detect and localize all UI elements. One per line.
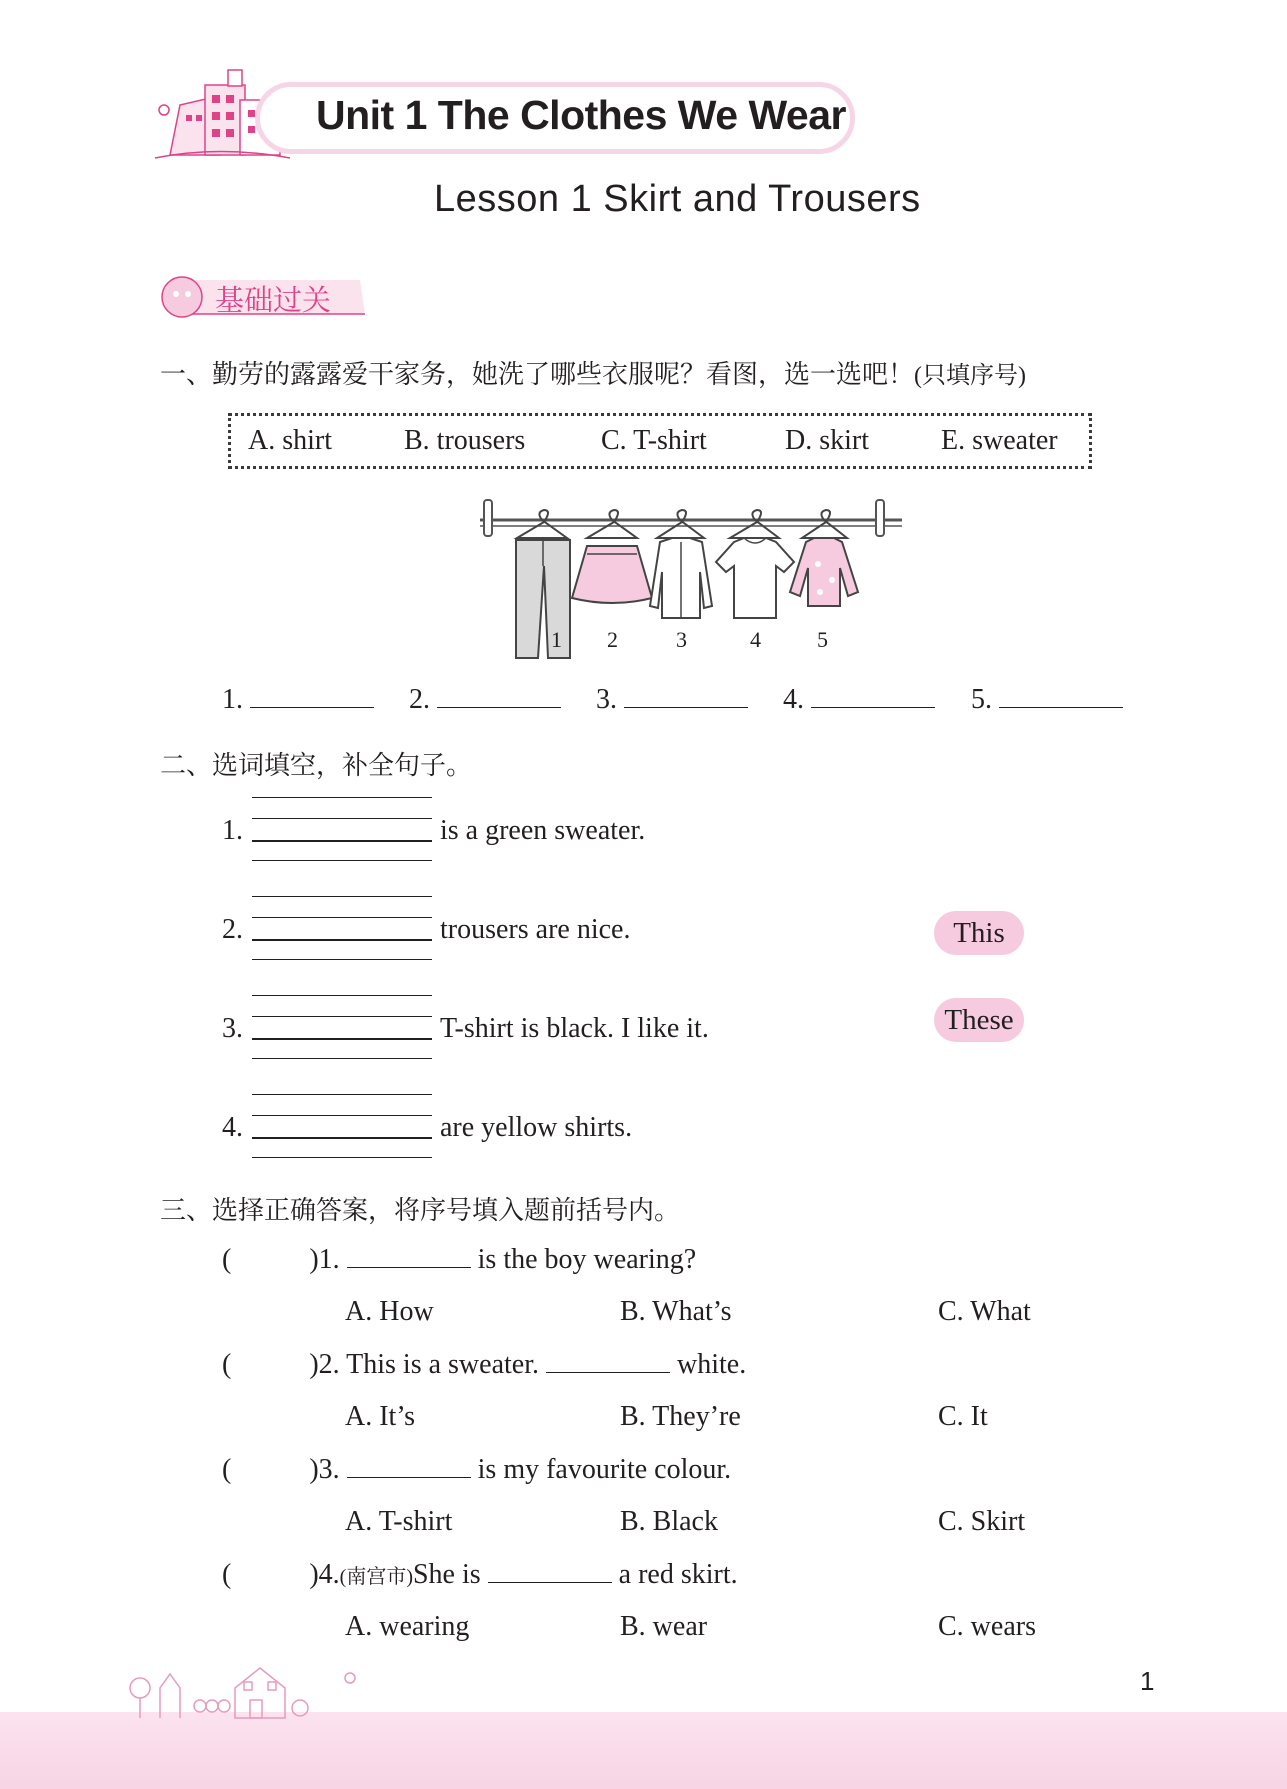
writing-guide	[252, 818, 432, 819]
picture-number-5: 5	[817, 627, 828, 652]
answer-blank[interactable]	[488, 1581, 612, 1583]
answer-blank[interactable]	[347, 1266, 471, 1268]
q3-item-num: )2.	[309, 1349, 340, 1380]
q1-answer-3-label: 3.	[596, 684, 617, 715]
writing-guide[interactable]	[252, 840, 432, 842]
choice-trousers: B. trousers	[404, 425, 526, 456]
picture-number-4: 4	[750, 627, 761, 652]
q1-answer-2[interactable]	[409, 684, 561, 716]
q3-1-option-b: B. What’s	[620, 1296, 732, 1327]
q2-item-num: 1.	[222, 815, 243, 846]
q1-answer-1-label: 1.	[222, 684, 243, 715]
answer-paren-open[interactable]: (	[222, 1244, 232, 1275]
q3-3-option-c: C. Skirt	[938, 1506, 1026, 1537]
writing-guide	[252, 1016, 432, 1017]
writing-guide[interactable]	[252, 1038, 432, 1040]
q3-3-option-b: B. Black	[620, 1506, 718, 1537]
writing-guide	[252, 1094, 432, 1095]
q3-4-option-c: C. wears	[938, 1611, 1036, 1642]
q3-2-option-a: A. It’s	[345, 1401, 415, 1432]
q2-heading: 二、选词填空，补全句子。	[160, 750, 473, 780]
answer-blank[interactable]	[999, 706, 1123, 708]
picture-number-1: 1	[551, 627, 562, 652]
answer-blank[interactable]	[811, 706, 935, 708]
answer-blank[interactable]	[546, 1371, 670, 1373]
writing-guide	[252, 797, 432, 798]
footer-band	[0, 1712, 1287, 1789]
choice-skirt: D. skirt	[785, 425, 869, 456]
q3-1-option-c: C. What	[938, 1296, 1031, 1327]
q3-1-option-a: A. How	[345, 1296, 434, 1327]
q1-heading-text: 一、勤劳的露露爱干家务，她洗了哪些衣服呢？看图，选一选吧！	[160, 359, 915, 389]
answer-paren-open[interactable]: (	[222, 1349, 232, 1380]
answer-blank[interactable]	[437, 706, 561, 708]
footer-town-illustration	[120, 1648, 380, 1722]
q2-item-num: 3.	[222, 1013, 243, 1044]
lesson-title: Lesson 1 Skirt and Trousers	[434, 178, 921, 220]
q3-3-option-a: A. T-shirt	[345, 1506, 453, 1537]
picture-number-2: 2	[607, 627, 618, 652]
writing-guide[interactable]	[252, 939, 432, 941]
q3-item-text: is the boy wearing?	[477, 1244, 697, 1275]
answer-blank[interactable]	[624, 706, 748, 708]
q3-heading: 三、选择正确答案，将序号填入题前括号内。	[160, 1195, 681, 1225]
q3-item-text: is my favourite colour.	[477, 1454, 732, 1485]
q3-item-1	[222, 1244, 696, 1276]
writing-guide	[252, 959, 432, 960]
picture-number-3: 3	[676, 627, 687, 652]
q3-item-4	[222, 1559, 738, 1591]
q2-item-1-text: is a green sweater.	[440, 815, 646, 846]
unit-title: Unit 1 The Clothes We Wear	[316, 92, 846, 138]
q3-item-text-pre: She is	[412, 1559, 481, 1590]
q2-item-3-text: T-shirt is black. I like it.	[440, 1013, 709, 1044]
q1-answer-5[interactable]	[971, 684, 1123, 716]
writing-guide[interactable]	[252, 1137, 432, 1139]
q3-item-source: (南宫市)	[339, 1566, 413, 1588]
writing-guide	[252, 1115, 432, 1116]
answer-blank[interactable]	[347, 1476, 471, 1478]
q1-answer-1[interactable]	[222, 684, 374, 716]
q2-item-3	[222, 1013, 243, 1045]
page-number: 1	[1140, 1666, 1155, 1696]
writing-guide	[252, 1157, 432, 1158]
answer-blank[interactable]	[250, 706, 374, 708]
writing-guide	[252, 995, 432, 996]
q2-item-4	[222, 1112, 243, 1144]
q3-4-option-a: A. wearing	[345, 1611, 470, 1642]
choice-shirt: A. shirt	[248, 425, 332, 456]
q3-4-option-b: B. wear	[620, 1611, 708, 1642]
q2-item-num: 2.	[222, 914, 243, 945]
q3-item-text-pre: This is a sweater.	[346, 1349, 539, 1380]
answer-paren-open[interactable]: (	[222, 1559, 232, 1590]
q3-item-text: a red skirt.	[618, 1559, 738, 1590]
q3-item-3	[222, 1454, 731, 1486]
choice-sweater: E. sweater	[941, 425, 1058, 456]
section-tag-label: 基础过关	[215, 285, 332, 317]
q3-2-option-c: C. It	[938, 1401, 988, 1432]
q2-item-1	[222, 815, 243, 847]
q3-item-num: )4.	[309, 1559, 340, 1590]
q1-answer-2-label: 2.	[409, 684, 430, 715]
q2-item-4-text: are yellow shirts.	[440, 1112, 633, 1143]
q3-2-option-b: B. They’re	[620, 1401, 741, 1432]
q3-item-num: )3.	[309, 1454, 340, 1485]
writing-guide	[252, 917, 432, 918]
answer-paren-open[interactable]: (	[222, 1454, 232, 1485]
writing-guide	[252, 1058, 432, 1059]
q1-heading	[160, 354, 1026, 391]
q2-item-2-text: trousers are nice.	[440, 914, 631, 945]
q1-answer-5-label: 5.	[971, 684, 992, 715]
writing-guide	[252, 896, 432, 897]
q2-item-num: 4.	[222, 1112, 243, 1143]
q1-answer-4-label: 4.	[783, 684, 804, 715]
option-this: This	[934, 911, 1024, 955]
q1-answer-3[interactable]	[596, 684, 748, 716]
clothes-rack-illustration	[472, 496, 912, 666]
q3-item-num: )1.	[309, 1244, 340, 1275]
writing-guide	[252, 860, 432, 861]
q2-item-2	[222, 914, 243, 946]
choice-tshirt: C. T-shirt	[601, 425, 707, 456]
q1-heading-note: (只填序号)	[914, 363, 1026, 389]
q3-item-text: white.	[677, 1349, 747, 1380]
q3-item-2	[222, 1349, 746, 1381]
q1-answer-4[interactable]	[783, 684, 935, 716]
option-these: These	[934, 998, 1024, 1042]
